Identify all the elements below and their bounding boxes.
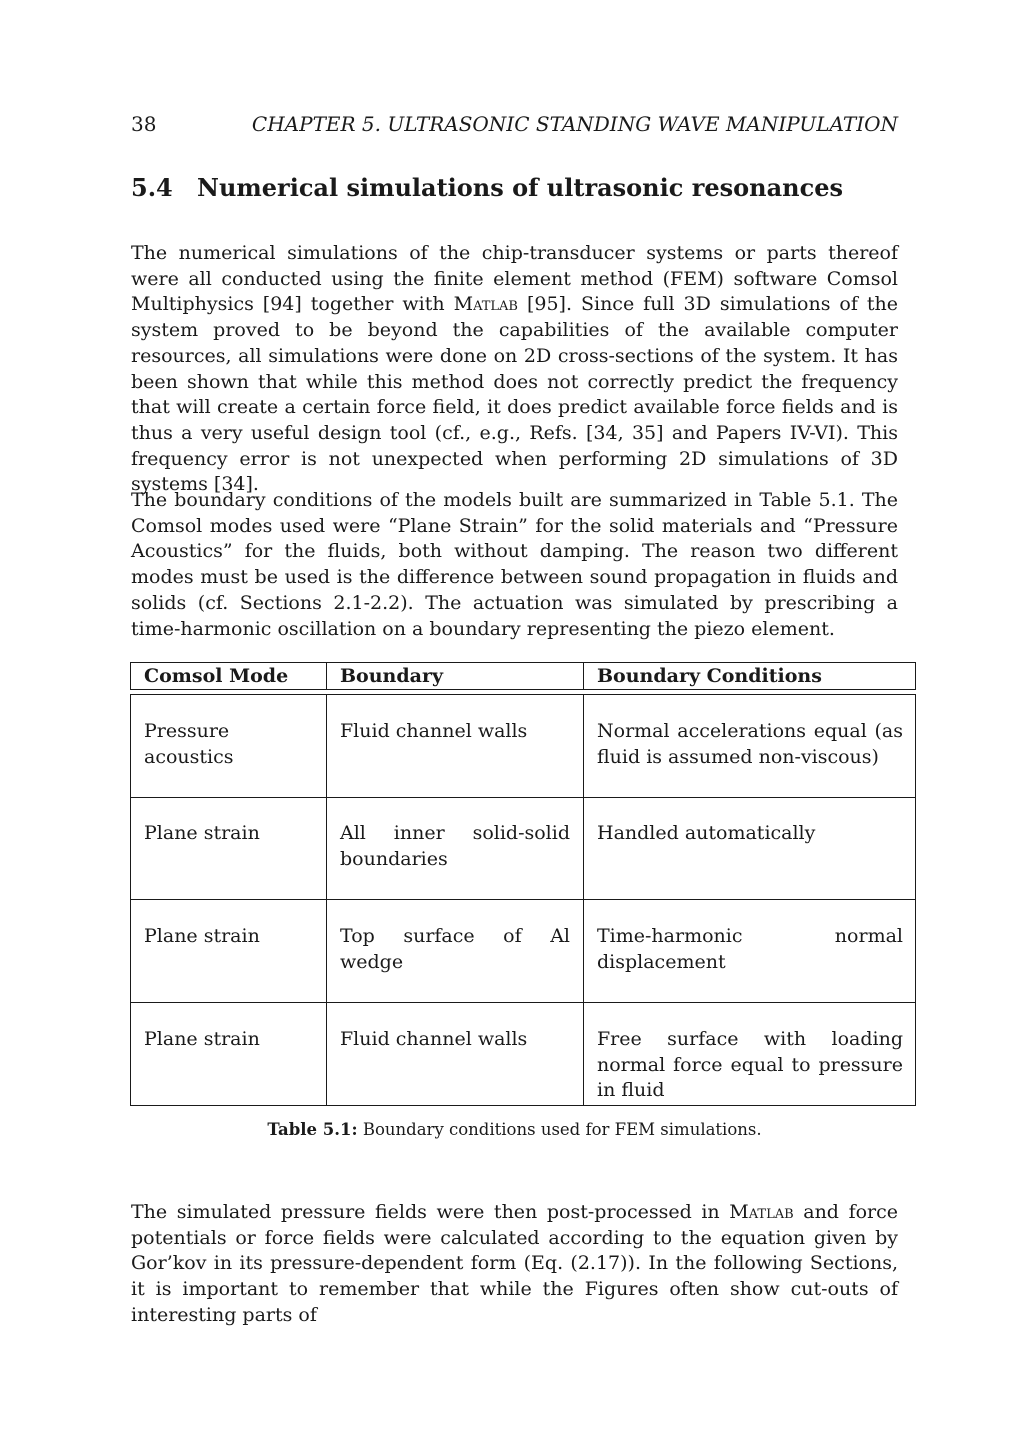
matlab-smallcaps: Matlab <box>729 1201 794 1223</box>
table-cell: All inner solid-solid boundaries <box>326 797 583 899</box>
section-title: Numerical simulations of ultrasonic resonances <box>197 173 843 202</box>
paragraph-1-text-b: [95]. Since full 3D simulations of the system proved to be beyond the capabilities of the available computer resources, all simulations were done on 2D cross-sections of the system. It has been shown that while this method does not correctly predict the frequency that will create a certain force field, it does predict available force fields and is thus a very useful design tool (cf., e.g., Refs. [34, 35] and Papers IV-VI). This frequency error is not unexpected when performing 2D simulations of 3D systems [34]. <box>131 293 898 496</box>
boundary-conditions-table <box>130 662 916 1106</box>
paragraph-1 <box>131 241 898 498</box>
table-header-cell: Boundary Conditions <box>583 663 915 689</box>
section-number: 5.4 <box>131 173 173 202</box>
table-row <box>130 1003 916 1106</box>
chapter-title: CHAPTER 5. ULTRASONIC STANDING WAVE MANIPULATION <box>251 112 898 136</box>
table-cell: Fluid channel walls <box>326 1003 583 1105</box>
paragraph-2: The boundary conditions of the models built are summarized in Table 5.1. The Comsol modes used were “Plane Strain” for the solid materials and “Pressure Acoustics” for the fluids, both without damping. The reason two different modes must be used is the difference between sound propagation in fluids and solids (cf. Sections 2.1-2.2). The actuation was simulated by prescribing a time-harmonic oscillation on a boundary representing the piezo element. <box>131 489 898 640</box>
table-caption <box>131 1118 898 1142</box>
table-caption-label: Table 5.1: <box>267 1120 358 1139</box>
table-caption-text: Boundary conditions used for FEM simulations. <box>357 1120 762 1139</box>
table-header-cell: Comsol Mode <box>144 665 289 687</box>
table-cell: Handled automatically <box>583 797 915 899</box>
paragraph-3 <box>131 1200 898 1329</box>
paragraph-1-text-a: The numerical simulations of the chip-transducer systems or parts thereof were all conducted using the finite element method (FEM) software Comsol Multiphysics [94] together with <box>131 242 898 316</box>
table-cell: Free surface with loading normal force equal to pressure in fluid <box>583 1003 915 1105</box>
paragraph-3-text-b: and force potentials or force fields were calculated according to the equation given by Gor’kov in its pressure-dependent form (Eq. (2.17)). In the following Sections, it is important to remember that while the Figures often show cut-outs of interesting parts of <box>131 1201 899 1326</box>
table-cell: Plane strain <box>144 1028 260 1050</box>
table-cell: Plane strain <box>144 925 260 947</box>
matlab-smallcaps: Matlab <box>453 293 518 316</box>
table-cell: Normal accelerations equal (as fluid is assumed non-viscous) <box>583 695 915 797</box>
table-header-cell: Boundary <box>326 663 583 689</box>
table-cell: Pressure acoustics <box>144 720 234 768</box>
table-cell: Top surface of Al wedge <box>326 900 583 1002</box>
table-cell: Time-harmonic normal displacement <box>583 900 915 1002</box>
paragraph-3-text-a: The simulated pressure fields were then post-processed in <box>131 1201 730 1223</box>
table-row <box>130 797 916 900</box>
table-header-row <box>130 662 916 690</box>
section-heading <box>131 172 898 204</box>
table-row <box>130 694 916 798</box>
table-row <box>130 900 916 1003</box>
page-number: 38 <box>131 112 157 136</box>
table-cell: Plane strain <box>144 822 260 844</box>
running-head <box>131 110 898 138</box>
table-cell: Fluid channel walls <box>326 695 583 797</box>
